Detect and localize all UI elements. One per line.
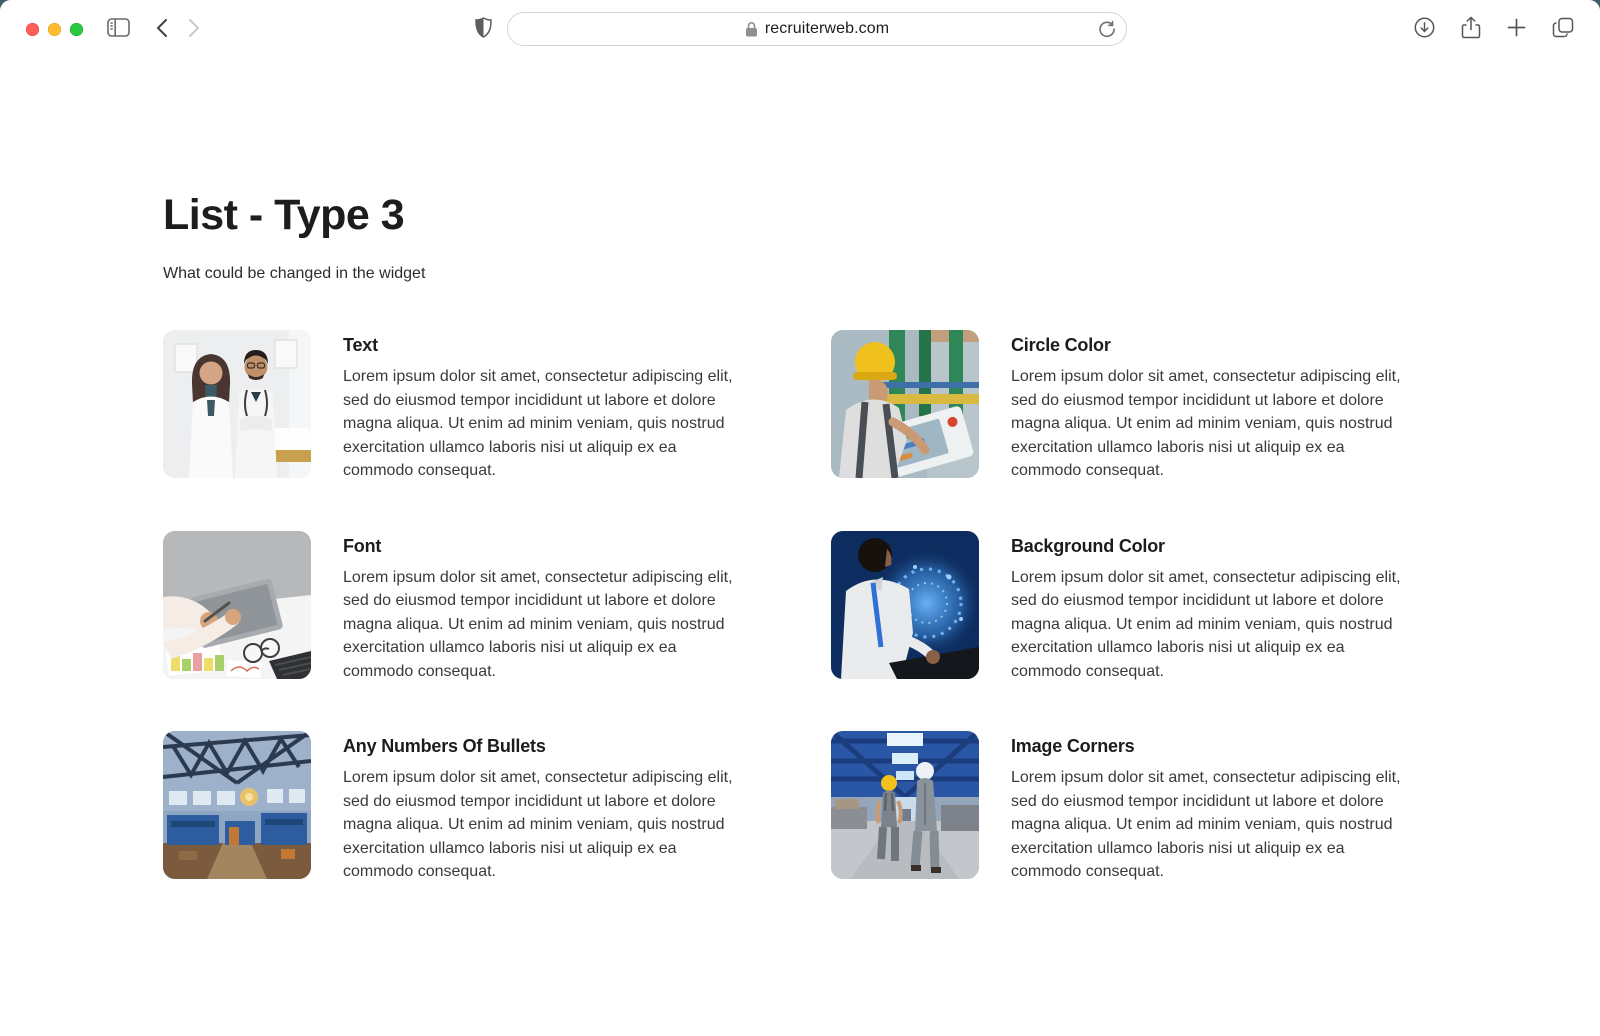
share-button[interactable] <box>1461 16 1481 43</box>
item-image-control-panel <box>831 330 979 478</box>
window-controls <box>26 23 83 36</box>
privacy-shield-button[interactable] <box>475 17 492 41</box>
lock-icon <box>745 21 758 37</box>
forward-button[interactable] <box>188 18 200 41</box>
list-item <box>163 731 737 884</box>
item-description: Lorem ipsum dolor sit amet, consectetur adipiscing elit, sed do eiusmod tempor incididunt ut labore et dolore magna aliqua. Ut enim ad minim veniam, quis nostrud exercitation ullamco laboris nisi ut aliquip ex ea commodo consequat. <box>343 769 733 881</box>
item-description: Lorem ipsum dolor sit amet, consectetur adipiscing elit, sed do eiusmod tempor incididunt ut labore et dolore magna aliqua. Ut enim ad minim veniam, quis nostrud exercitation ullamco laboris nisi ut aliquip ex ea commodo consequat. <box>343 568 733 680</box>
item-text-block <box>1011 731 1405 884</box>
item-description: Lorem ipsum dolor sit amet, consectetur adipiscing elit, sed do eiusmod tempor incididunt ut labore et dolore magna aliqua. Ut enim ad minim veniam, quis nostrud exercitation ullamco laboris nisi ut aliquip ex ea commodo consequat. <box>1011 568 1401 680</box>
chevron-left-icon <box>156 18 168 41</box>
item-description: Lorem ipsum dolor sit amet, consectetur adipiscing elit, sed do eiusmod tempor incididunt ut labore et dolore magna aliqua. Ut enim ad minim veniam, quis nostrud exercitation ullamco laboris nisi ut aliquip ex ea commodo consequat. <box>1011 769 1401 881</box>
item-title: Font <box>343 535 382 556</box>
sidebar-toggle-icon <box>107 18 130 40</box>
back-button[interactable] <box>156 18 168 41</box>
item-description: Lorem ipsum dolor sit amet, consectetur adipiscing elit, sed do eiusmod tempor incididunt ut labore et dolore magna aliqua. Ut enim ad minim veniam, quis nostrud exercitation ullamco laboris nisi ut aliquip ex ea commodo consequat. <box>343 368 733 480</box>
close-window-button[interactable] <box>26 23 39 36</box>
item-text-block <box>343 531 737 684</box>
privacy-shield-icon <box>475 17 492 41</box>
item-text-block <box>343 731 737 884</box>
item-title: Any Numbers Of Bullets <box>343 736 546 757</box>
toolbar-right-group <box>1414 16 1574 43</box>
item-title: Background Color <box>1011 535 1165 556</box>
item-title: Image Corners <box>1011 736 1135 757</box>
sidebar-toggle-button[interactable] <box>107 18 130 40</box>
address-bar-area <box>200 12 1402 46</box>
tab-overview-button[interactable] <box>1552 17 1574 41</box>
share-icon <box>1461 16 1481 43</box>
chevron-right-icon <box>188 18 200 41</box>
item-image-blue-tech <box>831 531 979 679</box>
downloads-button[interactable] <box>1414 17 1435 41</box>
page-subtitle: What could be changed in the widget <box>163 265 426 283</box>
list-item <box>831 731 1405 884</box>
page-title: List - Type 3 <box>163 191 405 239</box>
zoom-window-button[interactable] <box>70 23 83 36</box>
download-circle-icon <box>1414 17 1435 41</box>
item-image-doctors <box>163 330 311 478</box>
item-image-tablet-desk <box>163 531 311 679</box>
address-bar[interactable] <box>507 12 1127 46</box>
minimize-window-button[interactable] <box>48 23 61 36</box>
widget-list <box>163 330 1405 884</box>
item-image-factory-hall <box>163 731 311 879</box>
reload-button[interactable] <box>1098 20 1116 41</box>
list-item <box>831 330 1405 483</box>
item-image-factory-walk <box>831 731 979 879</box>
tab-overview-icon <box>1552 17 1574 41</box>
item-text-block <box>1011 531 1405 684</box>
item-title: Circle Color <box>1011 335 1111 356</box>
item-description: Lorem ipsum dolor sit amet, consectetur adipiscing elit, sed do eiusmod tempor incididunt ut labore et dolore magna aliqua. Ut enim ad minim veniam, quis nostrud exercitation ullamco laboris nisi ut aliquip ex ea commodo consequat. <box>1011 368 1401 480</box>
list-item <box>831 531 1405 684</box>
new-tab-button[interactable] <box>1507 18 1526 40</box>
item-text-block <box>343 330 737 483</box>
url-text: recruiterweb.com <box>764 20 890 37</box>
plus-icon <box>1507 18 1526 40</box>
page-content <box>0 58 1600 1036</box>
item-text-block <box>1011 330 1405 483</box>
reload-icon <box>1098 20 1116 41</box>
browser-toolbar <box>0 0 1600 58</box>
list-item <box>163 531 737 684</box>
list-item <box>163 330 737 483</box>
item-title: Text <box>343 335 378 356</box>
